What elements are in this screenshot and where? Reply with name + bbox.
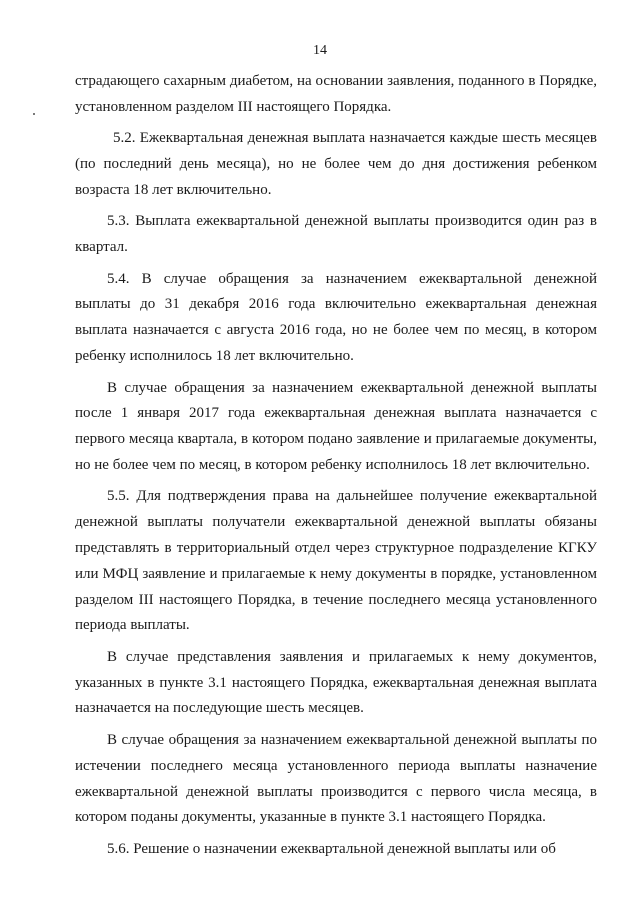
page-number: 14	[313, 43, 327, 58]
paragraph-5-5-documents: В случае представления заявления и прилагаемых к нему документов, указанных в пункте 3.1 настоящего Порядка, ежеквартальная денежная выплата назначается на последующие шесть месяцев.	[75, 648, 597, 717]
scan-speck	[33, 113, 35, 115]
paragraph-5-5: 5.5. Для подтверждения права на дальнейшее получение ежеквартальной денежной выплаты получатели ежеквартальной денежной выплаты обязаны представлять в территориальный отдел через структурное подразделение КГКУ или МФЦ заявление и прилагаемые к нему документы в порядке, установленном разделом III настоящего Порядка, в течение последнего месяца установленного периода выплаты.	[75, 488, 597, 634]
paragraph-continuation: страдающего сахарным диабетом, на основании заявления, поданного в Порядке, установленном разделом III настоящего Порядка.	[75, 73, 597, 115]
paragraph-5-5-late-application: В случае обращения за назначением ежеквартальной денежной выплаты по истечении последнего месяца установленного периода выплаты назначение ежеквартальной денежной выплаты производится с первого числа месяца, в котором поданы документы, указанные в пункте 3.1 настоящего Порядка.	[75, 731, 597, 826]
document-body	[75, 69, 597, 868]
paragraph-5-4: 5.4. В случае обращения за назначением ежеквартальной денежной выплаты до 31 декабря 2016 года включительно ежеквартальная денежная выплата назначается с августа 2016 года, но не более чем по месяц, в котором ребенку исполнилось 18 лет включительно.	[75, 270, 597, 365]
paragraph-5-3: 5.3. Выплата ежеквартальной денежной выплаты производится один раз в квартал.	[75, 213, 597, 256]
paragraph-5-6: 5.6. Решение о назначении ежеквартальной денежной выплаты или об	[107, 840, 556, 857]
paragraph-5-2: 5.2. Ежеквартальная денежная выплата назначается каждые шесть месяцев (по последний день месяца), но не более чем до дня достижения ребенком возраста 18 лет включительно.	[75, 130, 597, 198]
paragraph-5-4-after-2017: В случае обращения за назначением ежеквартальной денежной выплаты после 1 января 2017 года ежеквартальная денежная выплата назначается с первого месяца квартала, в котором подано заявление и прилагаемые документы, но не более чем по месяц, в котором ребенку исполнилось 18 лет включительно.	[75, 379, 597, 473]
